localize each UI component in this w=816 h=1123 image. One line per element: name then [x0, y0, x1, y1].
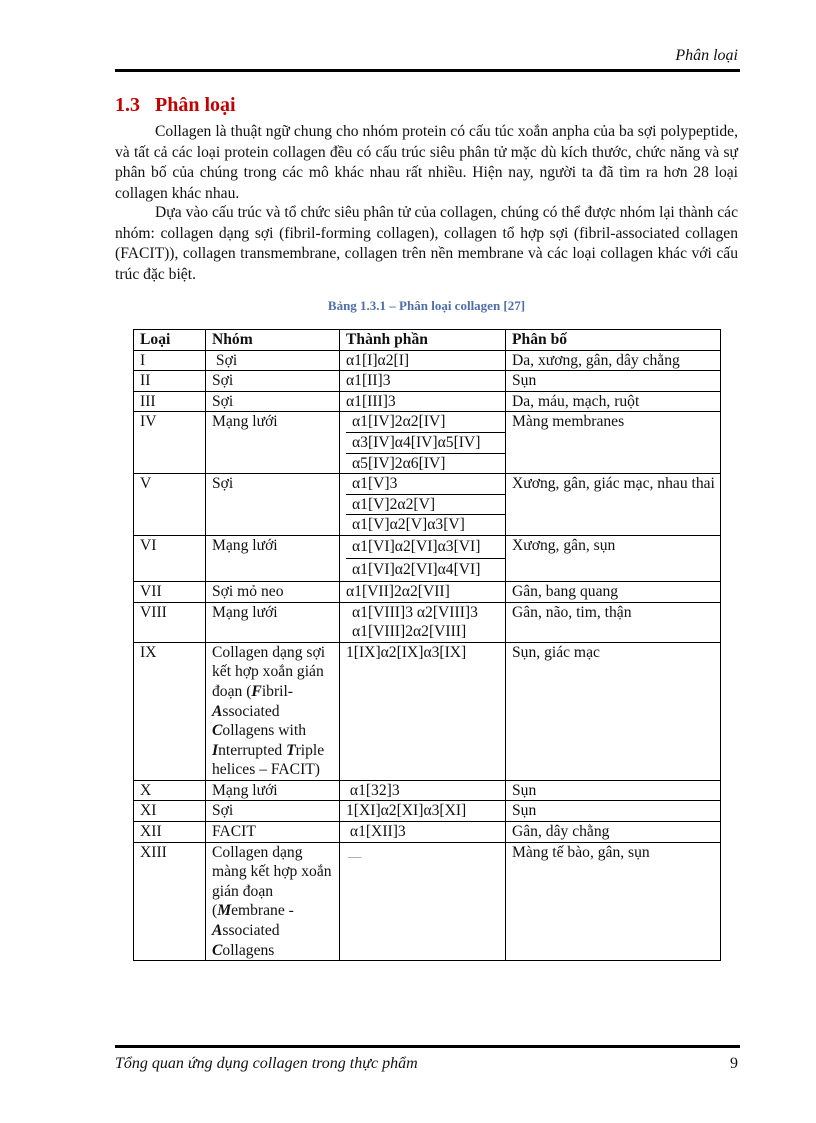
acronym-letter: A: [212, 922, 223, 940]
cell-phan-bo: Màng tế bào, gân, sụn: [506, 842, 721, 961]
cell-nhom: [206, 642, 340, 780]
cell-thanh-phan: [340, 842, 506, 961]
collagen-classification-table: [133, 329, 721, 961]
cell-loai: XI: [134, 801, 206, 822]
acronym-letter: T: [286, 741, 296, 759]
cell-nhom: Sợi: [206, 391, 340, 412]
table-row: [134, 412, 721, 474]
cell-loai: V: [134, 474, 206, 536]
cell-loai: XII: [134, 822, 206, 843]
cell-nhom: [206, 842, 340, 961]
cell-nhom: FACIT: [206, 822, 340, 843]
cell-nhom: Sợi mỏ neo: [206, 581, 340, 602]
cell-nhom: Mạng lưới: [206, 602, 340, 642]
cell-thanh-phan: α1[III]3: [340, 391, 506, 412]
table-row: [134, 391, 721, 412]
nhom-text: embrane -: [231, 902, 294, 920]
header-nhom: Nhóm: [206, 330, 340, 351]
header-rule: [115, 69, 740, 72]
formula-line: α1[IV]2α2[IV]: [352, 413, 446, 431]
table-row: [134, 822, 721, 843]
formula-line: α5[IV]2α6[IV]: [346, 453, 505, 474]
table-row: [134, 371, 721, 392]
cell-thanh-phan: [340, 602, 506, 642]
acronym-letter: F: [251, 682, 262, 700]
cell-thanh-phan: [340, 535, 506, 581]
table-row: [134, 842, 721, 961]
cell-thanh-phan: α1[I]α2[I]: [340, 350, 506, 371]
acronym-letter: C: [212, 722, 223, 740]
nhom-text: Collagen dạng màng kết hợp xoắn gián đoạn (: [212, 843, 332, 920]
cell-nhom: Sợi: [206, 350, 340, 371]
cell-phan-bo: Sụn, giác mạc: [506, 642, 721, 780]
running-footer: Tổng quan ứng dụng collagen trong thực phẩm: [115, 1055, 418, 1072]
formula-line: α1[VI]α2[VI]α4[VI]: [346, 558, 505, 581]
formula-line: α1[V]α2[V]α3[V]: [346, 514, 505, 535]
nhom-text: ollagens: [222, 941, 275, 959]
formula-line: α1[VIII]2α2[VIII]: [352, 623, 467, 641]
cell-phan-bo: Sụn: [506, 801, 721, 822]
acronym-letter: I: [212, 741, 219, 759]
header-phan-bo: Phân bố: [506, 330, 721, 351]
nhom-text: ibril-: [261, 682, 293, 700]
cell-phan-bo: Xương, gân, sụn: [506, 535, 721, 581]
table-row: [134, 780, 721, 801]
cell-loai: II: [134, 371, 206, 392]
paragraph-2: Dựa vào cấu trúc và tổ chức siêu phân tử của collagen, chúng có thể được nhóm lại thành các nhóm: collagen dạng sợi (fibril-forming collagen), collagen tổ hợp sợi (fibril-associated collagen (FACIT)), collagen transmembrane, collagen trên nền membrane và các loại collagen khác với cấu trúc đặc biệt.: [115, 204, 738, 283]
formula-line: α1[V]3: [352, 475, 398, 493]
cell-thanh-phan: 1[XI]α2[XI]α3[XI]: [340, 801, 506, 822]
running-header: Phân loại: [675, 47, 738, 64]
cell-loai: X: [134, 780, 206, 801]
cell-phan-bo: Màng membranes: [506, 412, 721, 474]
acronym-letter: M: [217, 902, 232, 920]
header-thanh-phan: Thành phần: [340, 330, 506, 351]
cell-phan-bo: Gân, não, tim, thận: [506, 602, 721, 642]
acronym-letter: C: [212, 941, 223, 959]
cell-nhom: Mạng lưới: [206, 535, 340, 581]
formula-line: α1[V]2α2[V]: [346, 494, 505, 515]
cell-nhom: Mạng lưới: [206, 780, 340, 801]
cell-loai: VI: [134, 535, 206, 581]
cell-phan-bo: Gân, bang quang: [506, 581, 721, 602]
table-row: [134, 801, 721, 822]
cell-thanh-phan: α1[32]3: [340, 780, 506, 801]
cell-nhom: Sợi: [206, 474, 340, 536]
cell-phan-bo: Da, máu, mạch, ruột: [506, 391, 721, 412]
table-header-row: [134, 330, 721, 351]
section-heading: [115, 94, 236, 117]
section-number: 1.3: [115, 94, 140, 116]
cell-loai: VII: [134, 581, 206, 602]
formula-line: α1[VIII]3 α2[VIII]3: [352, 603, 478, 621]
nhom-text: riple helices – FACIT): [212, 741, 325, 779]
section-title: Phân loại: [155, 94, 236, 116]
header-loai: Loại: [134, 330, 206, 351]
table-row: [134, 535, 721, 581]
cell-loai: IV: [134, 412, 206, 474]
cell-nhom: Sợi: [206, 371, 340, 392]
cell-loai: XIII: [134, 842, 206, 961]
formula-line: α3[IV]α4[IV]α5[IV]: [346, 432, 505, 453]
cell-loai: III: [134, 391, 206, 412]
cell-thanh-phan: α1[VII]2α2[VII]: [340, 581, 506, 602]
nhom-text: Collagen dạng sợi kết hợp xoắn gián đoạn (: [212, 643, 326, 700]
cell-loai: IX: [134, 642, 206, 780]
nhom-text: ssociated: [222, 702, 280, 720]
cell-nhom: Mạng lưới: [206, 412, 340, 474]
table-row: [134, 474, 721, 536]
acronym-letter: A: [212, 702, 223, 720]
nhom-text: ollagens with: [222, 722, 306, 740]
table-row: [134, 642, 721, 780]
table-caption: Bảng 1.3.1 – Phân loại collagen [27]: [327, 298, 526, 313]
table-row: [134, 581, 721, 602]
cell-thanh-phan: [340, 412, 506, 474]
cell-phan-bo: Xương, gân, giác mạc, nhau thai: [506, 474, 721, 536]
cell-phan-bo: Da, xương, gân, dây chằng: [506, 350, 721, 371]
cell-thanh-phan: 1[IX]α2[IX]α3[IX]: [340, 642, 506, 780]
cell-nhom: Sợi: [206, 801, 340, 822]
page-number: 9: [730, 1055, 738, 1072]
cell-thanh-phan: α1[XII]3: [340, 822, 506, 843]
cell-thanh-phan: α1[II]3: [340, 371, 506, 392]
table-row: [134, 350, 721, 371]
nhom-text: nterrupted: [218, 741, 287, 759]
formula-line: α1[VI]α2[VI]α3[VI]: [352, 537, 481, 555]
empty-placeholder: ___: [348, 848, 362, 859]
cell-loai: VIII: [134, 602, 206, 642]
cell-thanh-phan: [340, 474, 506, 536]
cell-loai: I: [134, 350, 206, 371]
paragraph-1: Collagen là thuật ngữ chung cho nhóm protein có cấu túc xoắn anpha của ba sợi polypeptide, và tất cả các loại protein collagen đều có cấu trúc siêu phân tử mặc dù kích thước, chức năng và sự phân bố của chúng trong các mô khác nhau rất nhiều. Hiện nay, người ta đã tìm ra hơn 28 loại collagen khác nhau.: [115, 123, 738, 202]
cell-phan-bo: Sụn: [506, 780, 721, 801]
cell-phan-bo: Gân, dây chằng: [506, 822, 721, 843]
footer-rule: [115, 1045, 740, 1048]
table-row: [134, 602, 721, 642]
cell-phan-bo: Sụn: [506, 371, 721, 392]
nhom-text: ssociated: [222, 922, 280, 940]
